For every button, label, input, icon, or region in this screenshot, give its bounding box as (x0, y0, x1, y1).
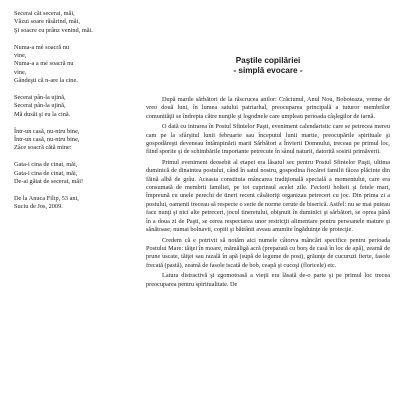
article-paragraph: Credem că e potrivit să notăm aici numele câtorva mâncări specifice pentru perioada Postului Mare: tăiţei în moare, mămăligă acră (preparată cu borş de casă în loc de apă), zeamă de prune uscate, tăiţei sau razală în apă (supă de legume de post), grăunţe de cucuruzi fierte, fasole frecată (pastă), zeamă de fasole iscată de bob, ceapă şi cucoşi (floricele) etc. (146, 236, 390, 269)
poem-stanza (14, 161, 138, 186)
poem-line: Într-un casă, nu-ntru bine, (14, 127, 80, 135)
poem-stanza (14, 44, 138, 86)
poem-line: Secerai pân-la ujină, (14, 102, 66, 110)
poem-line: Şi soacre cu prânz venind, măi. (14, 26, 93, 34)
poem-line: Secerai căt secerai, măi, (14, 10, 75, 17)
poem-line: vine, (14, 68, 27, 76)
article (146, 56, 390, 291)
poem-stanza (14, 94, 138, 119)
poem-line: Gata-i cina de cinat, măi, (14, 161, 78, 169)
article-paragraph: O dată cu intrarea în Postul Sfintelor Paşti, eveniment calendaristic care se petrecea mereu cam pe la sfârşitul lunii februarie sau începutul lunii martie, preocupările spirituale şi gospodăreşti deveneau întâmpinării marii Sărbători a Învierii Domnului, treceau pe primul loc, fiind sporite şi de schimbările importante petrecute în sânul naturii, datorită sosirii primăverii. (146, 123, 390, 156)
poem-line: Gândeşti că n-are la cine. (14, 77, 78, 85)
poem-source: Suciu de Jos, 2009. (14, 203, 63, 211)
poem-source: De la Anuca Filip, 53 ani, (14, 194, 79, 202)
article-paragraph: După marile sărbători de la răscrucea anilor: Crăciunul, Anul Nou, Boboteaza, vreme de vreo două luni, în lumea satului patriarhal, preocuparea principală a tuturor membrilor comunităţii se îndrepta către nunţile şi logodnele care umpleau perioada câşlegilor de iarnă. (146, 96, 390, 120)
poem-line: Numa-a mé soacră nu (14, 43, 70, 51)
poem-line: Gata-i cina de cinat, măi, (14, 169, 78, 177)
poem-line: Secerai pân-la ujină, (14, 94, 66, 102)
article-body (146, 96, 390, 289)
poem-line: Mă dusăi şi eu la cină. (14, 110, 71, 118)
poem-stanza (14, 128, 138, 153)
poem-line: Zâce soacră cătă mine: (14, 144, 72, 152)
article-subtitle: - simplă evocare - (233, 66, 303, 75)
article-paragraph: Primul eveniment deosebit al etapei era lăsatul sec pentru Postul Sfintelor Paşti, ultima duminică de dinaintea postului, când în satul nostru, gospodina fiecărei familii făcea plăcinte din făină albă de grâu. Aceasta constituia mâncarea tradiţională specială a momentului, care era consumată de membrii familiei, pe tot cuprinsul acelei zile. Feciorii holteii şi fetele mari, împreună cu unele perechi de tineri recent căsătoriţi organizau petreceri cu joc. Din prima zi a postului, oamenii treceau să respecte o serie de norme cerute de biserică. Astfel: nu se mai puteau face nunţi şi nici alte petreceri, jocul tineretului, obişnuit în duminici şi sărbători, se oprea până în a doua zi de Paşti, se cerea respectarea unor restricţii alimentare pentru persoanele mature şi sănătoase; numai bolnavii, copiii şi bătrânii aveau anumite îngăduinţe de protecţie. (146, 158, 390, 234)
folk-poem (14, 10, 138, 212)
poem-line: Într-un casă, nu-ntru bine, (14, 136, 80, 144)
poem-line: De-ai gătat de secerat, măi! (14, 178, 84, 186)
poem-line: vine, (14, 52, 27, 60)
article-paragraph: Latura distractivă şi zgomotoasă a vieţii era lăsată de-o parte şi pe primul loc trecea preocuparea pentru spiritualitate. De (146, 272, 390, 288)
poem-stanza (14, 10, 138, 35)
poem-line: Văzui soare răsărind, măi, (14, 18, 80, 26)
poem-line: Numa-a a mé soacră nu (14, 60, 74, 68)
article-title: Paştile copilăriei (235, 56, 301, 65)
